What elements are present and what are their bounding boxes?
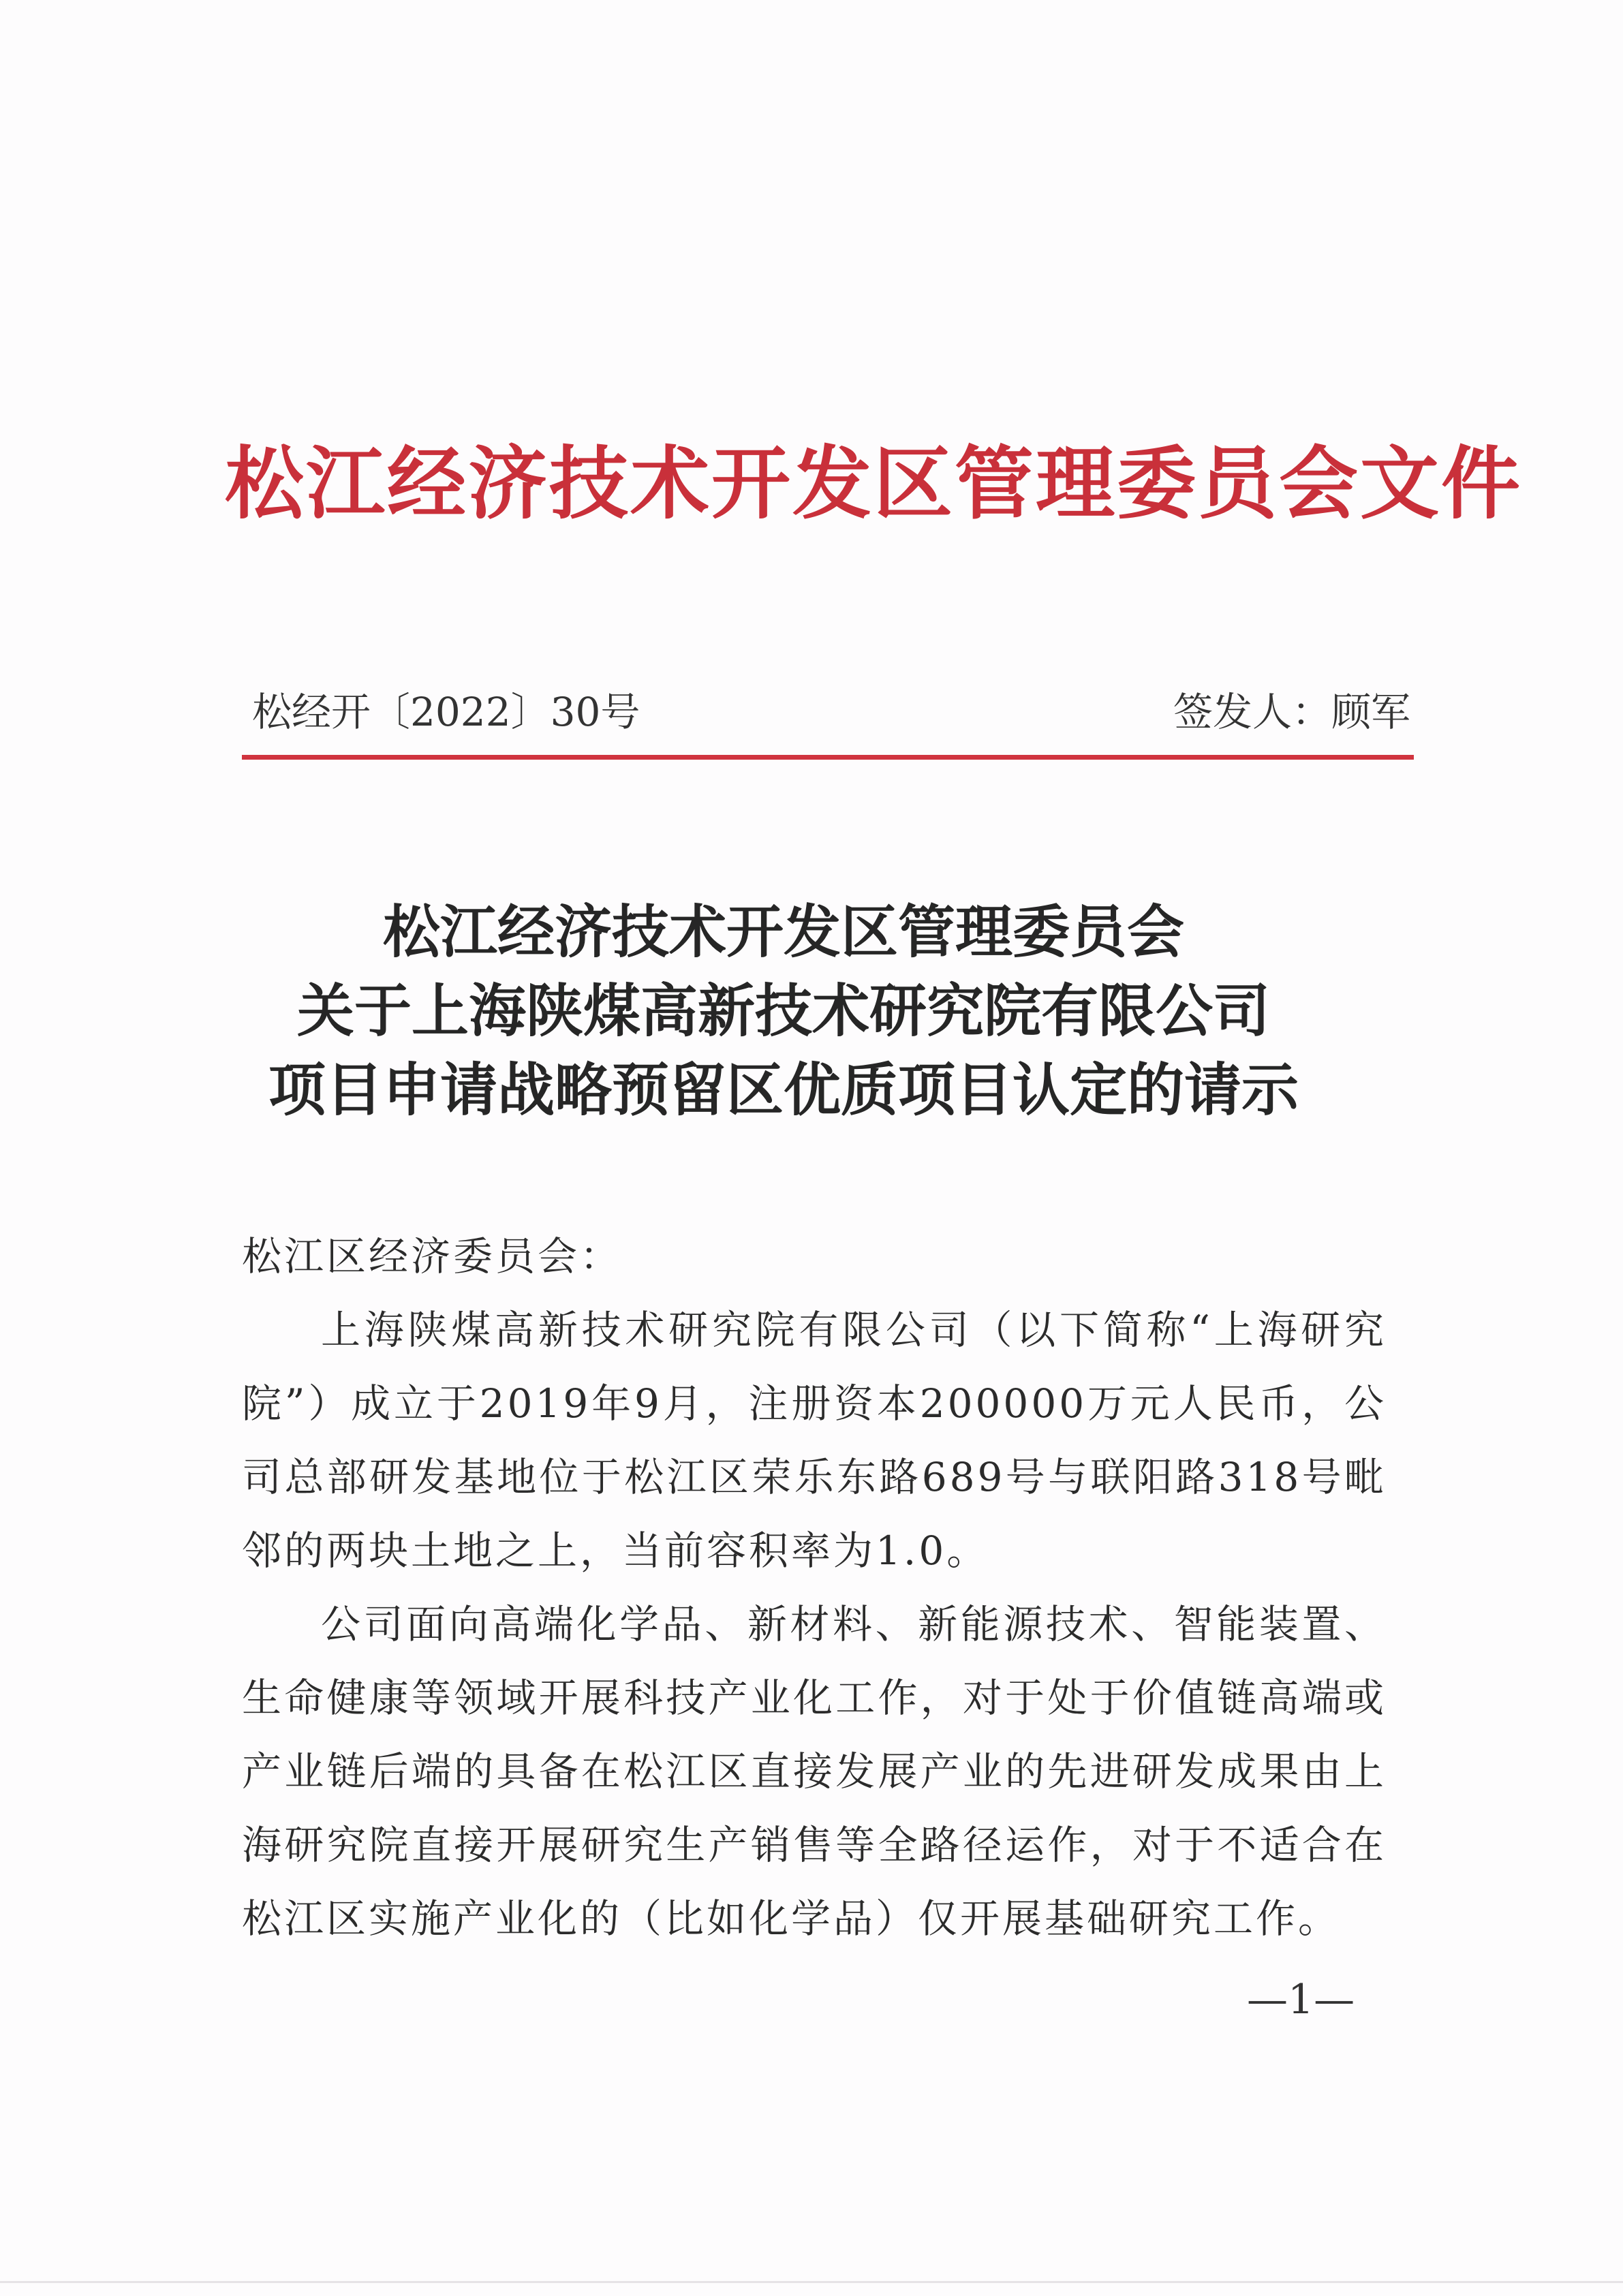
document-body (242, 1220, 1387, 1955)
red-header-title: 松江经济技术开发区管理委员会文件 (225, 437, 1522, 530)
title-line-3: 项目申请战略预留区优质项目认定的请示 (268, 1056, 1299, 1123)
body-paragraph-1: 上海陕煤高新技术研究院有限公司（以下简称“上海研究院”）成立于2019年9月，注册资本200000万元人民币，公司总部研发基地位于松江区荣乐东路689号与联阳路318号毗邻的两块土地之上，当前容积率为1.0。 (242, 1307, 1387, 1574)
salutation: 松江区经济委员会： (242, 1233, 623, 1279)
page-number: —1— (1247, 1976, 1355, 2023)
document-title (204, 893, 1363, 1130)
title-line-2: 关于上海陕煤高新技术研究院有限公司 (296, 977, 1270, 1044)
document-meta-row (252, 681, 1410, 743)
body-paragraph-2: 公司面向高端化学品、新材料、新能源技术、智能装置、生命健康等领域开展科技产业化工作，对于处于价值链高端或产业链后端的具备在松江区直接发展产业的先进研发成果由上海研究院直接开展研究生产销售等全路径运作，对于不适合在松江区实施产业化的（比如化学品）仅开展基础研究工作。 (242, 1601, 1387, 1942)
title-line-1: 松江经济技术开发区管理委员会 (382, 898, 1184, 965)
signer: 签发人：顾军 (1173, 689, 1410, 735)
document-number: 松经开〔2022〕30号 (252, 689, 640, 735)
red-divider-line (242, 755, 1414, 760)
page-bottom-edge (0, 2281, 1623, 2283)
